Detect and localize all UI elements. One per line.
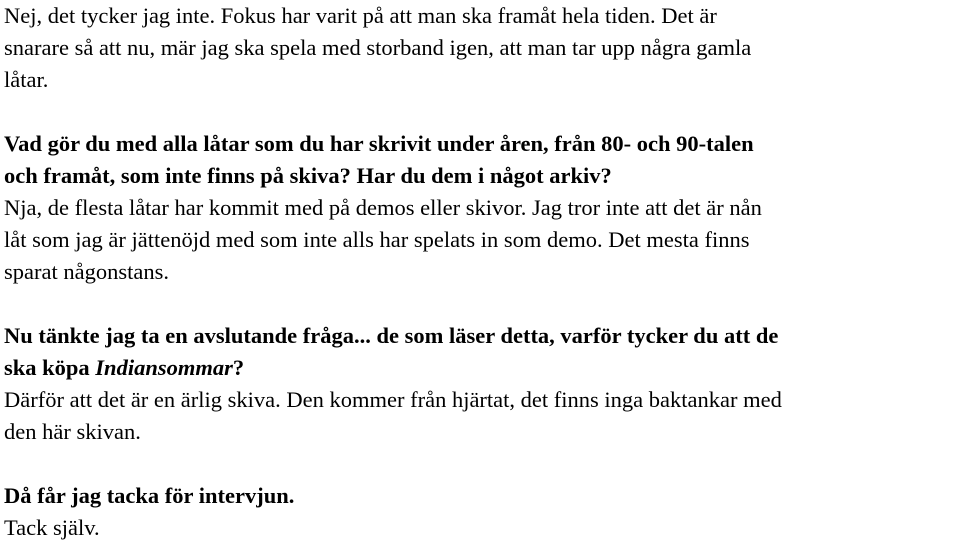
text-line: låtar. — [4, 67, 49, 92]
text-line: sparat någonstans. — [4, 259, 169, 284]
closing-answer: Tack själv. — [4, 515, 100, 540]
text-line: låt som jag är jättenöjd med som inte alls har spelats in som demo. Det mesta finns — [4, 227, 750, 252]
question-paragraph — [4, 480, 958, 512]
text-line: och framåt, som inte finns på skiva? Har du dem i något arkiv? — [4, 163, 612, 188]
album-title: Indiansommar — [95, 355, 233, 380]
answer-paragraph — [4, 384, 958, 448]
closing-question: Då får jag tacka för intervjun. — [4, 483, 295, 508]
paragraph-spacer — [4, 448, 958, 480]
answer-paragraph — [4, 192, 958, 288]
answer-paragraph — [4, 0, 958, 96]
paragraph-spacer — [4, 288, 958, 320]
text-line: snarare så att nu, mär jag ska spela med storband igen, att man tar upp några gamla — [4, 35, 752, 60]
paragraph-spacer — [4, 96, 958, 128]
text-fragment: ? — [232, 355, 245, 380]
text-fragment: ska köpa — [4, 355, 96, 380]
text-line: Nu tänkte jag ta en avslutande fråga... de som läser detta, varför tycker du att de — [4, 323, 779, 348]
answer-paragraph — [4, 512, 958, 544]
question-paragraph — [4, 128, 958, 192]
question-paragraph — [4, 320, 958, 384]
text-line: den här skivan. — [4, 419, 141, 444]
text-line: Nja, de flesta låtar har kommit med på demos eller skivor. Jag tror inte att det är nån — [4, 195, 762, 220]
text-line: Vad gör du med alla låtar som du har skrivit under åren, från 80- och 90-talen — [4, 131, 754, 156]
text-line — [4, 352, 958, 384]
text-line: Därför att det är en ärlig skiva. Den kommer från hjärtat, det finns inga baktankar med — [4, 387, 782, 412]
interview-document — [4, 0, 958, 544]
text-line: Nej, det tycker jag inte. Fokus har varit på att man ska framåt hela tiden. Det är — [4, 3, 717, 28]
